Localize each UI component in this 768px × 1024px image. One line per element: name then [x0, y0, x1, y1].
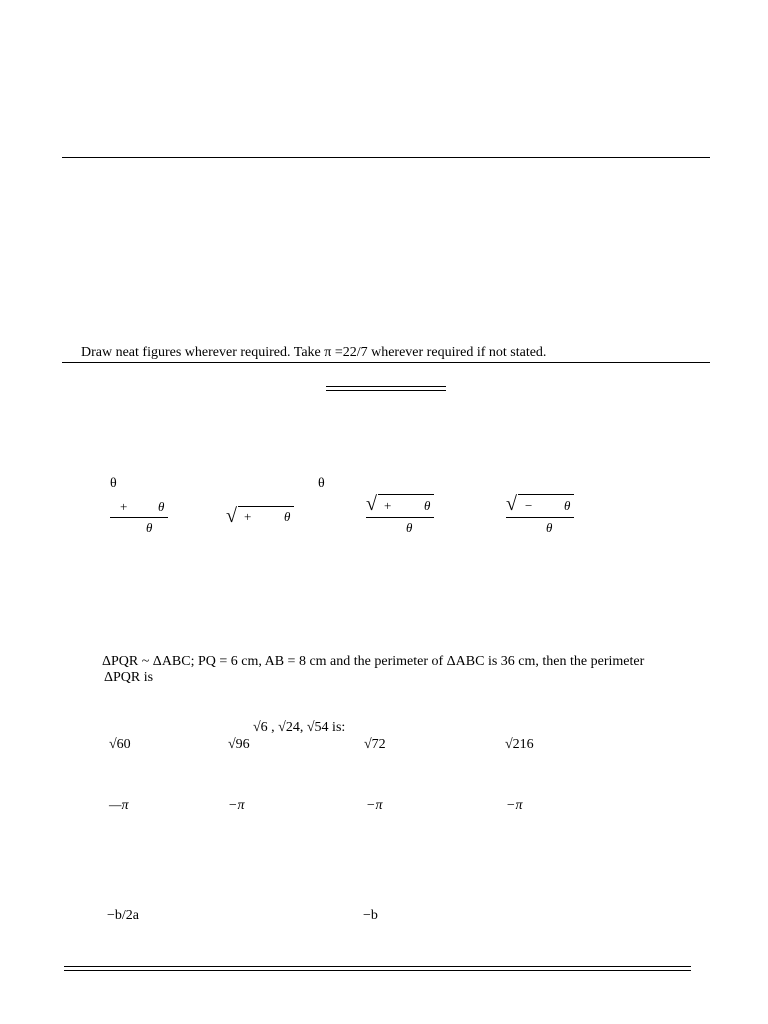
option-a-num-theta: θ [158, 499, 165, 514]
sqrt-question-stem: √6 , √24, √54 is: [253, 720, 346, 735]
option-a-den-theta: θ [146, 520, 153, 535]
option-b-radical-bar [238, 506, 294, 507]
option-d-radical-sign: √ [506, 493, 517, 515]
instruction-text: Draw neat figures wherever required. Take π =22/7 wherever required if not stated. [81, 345, 547, 360]
option-a-fraction-bar [110, 517, 168, 518]
theta-label-mid: θ [318, 476, 325, 491]
option-b-radical-sign: √ [226, 505, 237, 527]
option-b-plus: + [244, 509, 252, 524]
b-option-c: −b [363, 908, 378, 923]
option-c-den-theta: θ [406, 520, 413, 535]
sqrt-option-d: √216 [505, 737, 534, 752]
theta-label-left: θ [110, 476, 117, 491]
b-option-a: −b/2a [107, 908, 139, 923]
sqrt-option-b: √96 [228, 737, 250, 752]
pi-option-b: −π [228, 798, 245, 813]
sqrt-option-a: √60 [109, 737, 131, 752]
footer-rule-bottom [64, 970, 691, 971]
pi-option-d: −π [506, 798, 523, 813]
section-divider-top [326, 386, 446, 387]
option-d-fraction-bar [506, 517, 574, 518]
pi-option-c: −π [366, 798, 383, 813]
option-d-num-theta: θ [564, 498, 571, 513]
option-c-fraction-bar [366, 517, 434, 518]
option-a-plus: + [120, 499, 128, 514]
pqr-question-line2: ΔPQR is [104, 670, 154, 685]
pi-option-a: —π [109, 798, 129, 813]
option-d-minus: − [525, 498, 533, 513]
sqrt-option-c: √72 [364, 737, 386, 752]
section-divider-bottom [326, 390, 446, 391]
pqr-question-line1: ΔPQR ~ ΔABC; PQ = 6 cm, AB = 8 cm and the perimeter of ΔABC is 36 cm, then the perimeter [102, 654, 645, 669]
option-c-num-theta: θ [424, 498, 431, 513]
option-c-radical-sign: √ [366, 493, 377, 515]
option-b-theta: θ [284, 509, 291, 524]
header-rule [62, 157, 710, 158]
option-d-den-theta: θ [546, 520, 553, 535]
option-c-plus: + [384, 498, 392, 513]
option-d-radical-bar [518, 494, 574, 495]
option-c-radical-bar [378, 494, 434, 495]
instruction-rule [62, 362, 710, 363]
footer-rule-top [64, 966, 691, 967]
